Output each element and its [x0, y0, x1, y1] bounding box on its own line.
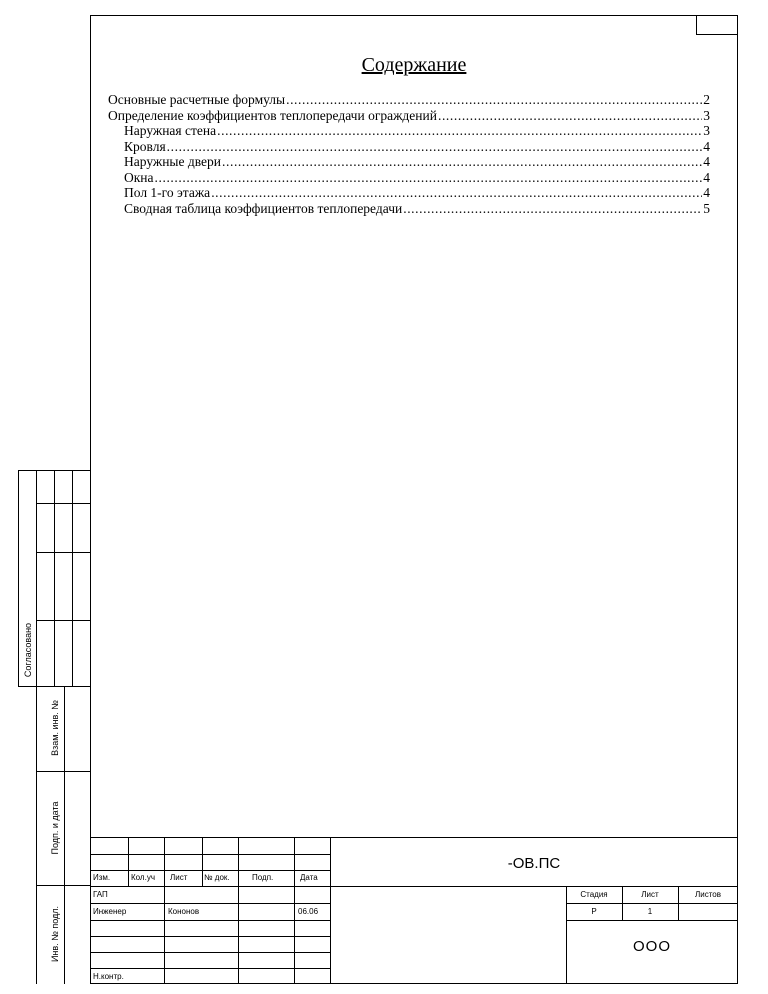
toc-entry-label: Кровля — [124, 138, 166, 154]
toc-entry — [108, 92, 710, 108]
toc-entry-label: Сводная таблица коэффициентов теплопередачи — [124, 200, 403, 216]
toc-entry-label: Основные расчетные формулы — [108, 92, 286, 107]
toc-entry — [108, 185, 710, 201]
toc-entry — [108, 201, 710, 217]
sheets-header: Листов — [695, 890, 721, 899]
sheet-header: Лист — [641, 890, 659, 899]
toc-entry-label: Наружные двери — [124, 154, 222, 169]
stage-value: Р — [591, 907, 597, 916]
document-code: -ОВ.ПС — [507, 855, 561, 872]
role-norm-control: Н.контр. — [93, 972, 124, 981]
toc-entry — [108, 154, 710, 170]
toc-entry — [108, 108, 710, 124]
toc-entry-page: 4 — [703, 185, 710, 200]
toc-leader-dots — [211, 185, 702, 201]
toc-entry-page: 4 — [703, 169, 710, 185]
toc-list — [108, 92, 710, 216]
toc-entry-page: 3 — [703, 123, 710, 138]
toc-title: Содержание — [361, 54, 467, 76]
engineer-name: Кононов — [168, 907, 200, 916]
toc-entry-label: Наружная стена — [124, 123, 217, 138]
sheet-value: 1 — [647, 907, 653, 916]
toc-entry — [108, 139, 710, 155]
role-engineer: Инженер — [93, 907, 127, 916]
toc-entry-page: 2 — [703, 92, 710, 107]
organization-name: ООО — [632, 938, 671, 955]
sign-date-label: Подп. и дата — [50, 801, 60, 855]
inv-orig-label: Инв. № подл. — [50, 905, 60, 963]
toc-leader-dots — [286, 92, 702, 108]
toc-entry-page: 4 — [703, 154, 710, 169]
toc-entry-page: 4 — [703, 138, 710, 154]
replace-inv-label: Взам. инв. № — [50, 700, 60, 756]
toc-leader-dots — [438, 108, 702, 124]
header-doc-no: № док. — [204, 873, 230, 882]
sheet-number-corner-box — [696, 15, 738, 35]
toc-entry-label: Пол 1-го этажа — [124, 185, 211, 200]
toc-leader-dots — [167, 139, 703, 155]
toc-entry-label: Окна — [124, 169, 154, 185]
header-sign: Подп. — [252, 873, 274, 882]
toc-entry — [108, 123, 710, 139]
toc-entry-label: Определение коэффициентов теплопередачи ограждений — [108, 107, 437, 123]
agreed-label: Согласовано — [23, 622, 33, 678]
engineer-date: 06.06 — [298, 907, 319, 916]
toc-entry-page: 5 — [703, 200, 710, 216]
toc-leader-dots — [155, 170, 703, 186]
toc-entry — [108, 170, 710, 186]
role-gap: ГАП — [93, 890, 108, 899]
header-list: Лист — [170, 873, 188, 882]
header-izm: Изм. — [93, 873, 111, 882]
toc-leader-dots — [217, 123, 702, 139]
header-date: Дата — [300, 873, 318, 882]
header-kol-uch: Кол.уч — [131, 873, 155, 882]
toc-leader-dots — [222, 154, 702, 170]
stage-header: Стадия — [580, 890, 608, 899]
toc-leader-dots — [403, 201, 702, 217]
toc-entry-page: 3 — [703, 107, 710, 123]
